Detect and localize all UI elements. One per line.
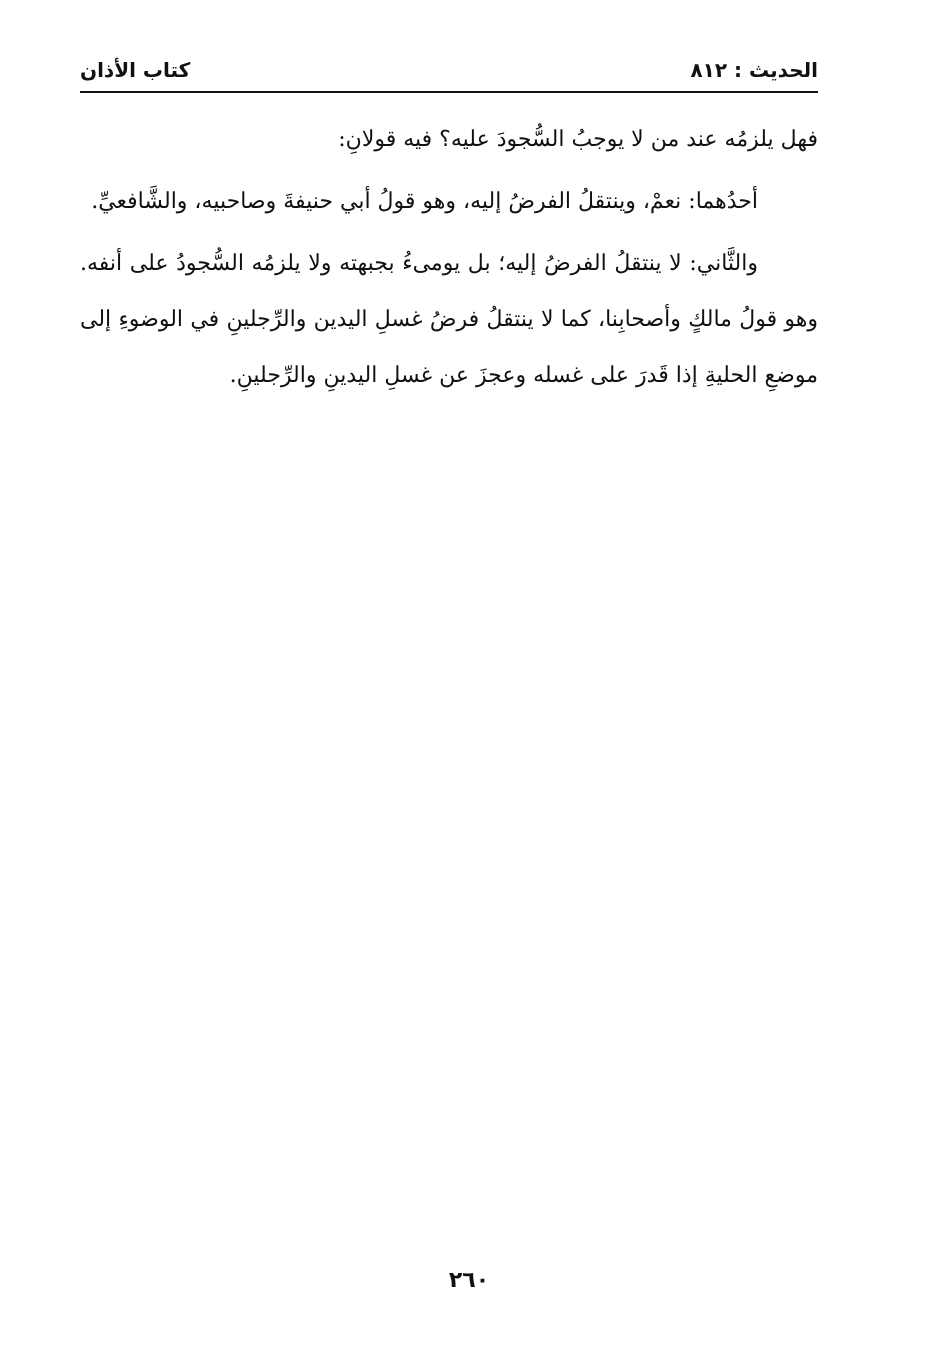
body-text	[80, 112, 818, 410]
paragraph-first-opinion: أحدُهما: نعمْ، وينتقلُ الفرضُ إليه، وهو قولُ أبي حنيفةَ وصاحبيه، والشَّافعيِّ.	[91, 189, 758, 214]
header-divider	[80, 91, 818, 93]
book-title: كتاب الأذان	[80, 58, 191, 82]
page-number: ٢٦٠	[448, 1268, 490, 1293]
paragraph-second-opinion: والثَّاني: لا ينتقلُ الفرضُ إليه؛ بل يومىءُ بجبهته ولا يلزمُه السُّجودُ على أنفه. وهو قولُ مالكٍ وأصحابِنا، كما لا ينتقلُ فرضُ غسلِ اليدين والرِّجلينِ في الوضوءِ إلى موضعِ الحليةِ إذا قَدرَ على غسله وعجزَ عن غسلِ اليدينِ والرِّجلينِ.	[80, 251, 818, 388]
running-header	[80, 52, 818, 92]
paragraph-question: فهل يلزمُه عند من لا يوجبُ السُّجودَ عليه؟ فيه قولانِ:	[338, 127, 818, 152]
hadith-number-label: الحديث : ٨١٢	[690, 58, 818, 82]
